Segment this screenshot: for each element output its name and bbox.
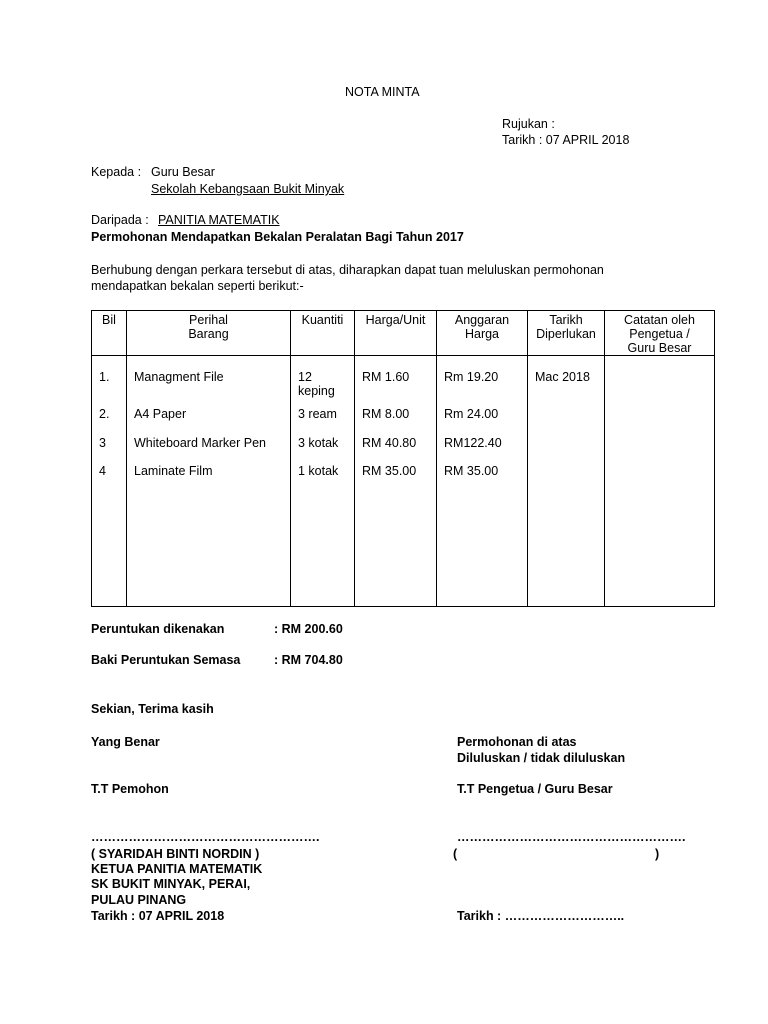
header-perihal: Perihal Barang bbox=[127, 311, 291, 356]
tarikh-left: Tarikh : 07 APRIL 2018 bbox=[91, 909, 225, 923]
cell-anggaran: RM122.40 bbox=[437, 426, 528, 454]
cell-kuantiti: 1 kotak bbox=[291, 454, 355, 607]
signer-name: ( SYARIDAH BINTI NORDIN ) bbox=[91, 847, 260, 861]
body-line-1: Berhubung dengan perkara tersebut di atas, diharapkan dapat tuan meluluskan permohonan bbox=[91, 263, 604, 277]
cell-bil: 1. bbox=[92, 356, 127, 399]
cell-anggaran: Rm 19.20 bbox=[437, 356, 528, 399]
cell-tarikh: Mac 2018 bbox=[528, 356, 605, 399]
cell-catatan bbox=[605, 356, 715, 399]
kepada-school: Sekolah Kebangsaan Bukit Minyak bbox=[151, 182, 345, 196]
document-title: NOTA MINTA bbox=[345, 85, 420, 99]
header-catatan: Catatan oleh Pengetua / Guru Besar bbox=[605, 311, 715, 356]
paren-open: ( bbox=[453, 847, 458, 861]
cell-kuantiti: 3 ream bbox=[291, 398, 355, 426]
header-harga-unit: Harga/Unit bbox=[355, 311, 437, 356]
table-row bbox=[92, 454, 715, 607]
cell-harga-unit: RM 40.80 bbox=[355, 426, 437, 454]
kepada-label: Kepada : bbox=[91, 165, 142, 179]
cell-catatan bbox=[605, 426, 715, 454]
tarikh-top: Tarikh : 07 APRIL 2018 bbox=[502, 133, 630, 147]
peruntukan-value: : RM 200.60 bbox=[274, 622, 343, 636]
permohonan-line-2: Diluluskan / tidak diluluskan bbox=[457, 751, 626, 765]
table-header-row bbox=[92, 311, 715, 356]
cell-anggaran: Rm 24.00 bbox=[437, 398, 528, 426]
cell-tarikh bbox=[528, 454, 605, 607]
cell-perihal: Laminate Film bbox=[127, 454, 291, 607]
rujukan-label: Rujukan : bbox=[502, 117, 555, 131]
cell-kuantiti: 3 kotak bbox=[291, 426, 355, 454]
daripada-label: Daripada : bbox=[91, 213, 149, 227]
cell-tarikh bbox=[528, 426, 605, 454]
header-tarikh: Tarikh Diperlukan bbox=[528, 311, 605, 356]
cell-bil: 3 bbox=[92, 426, 127, 454]
daripada-value: PANITIA MATEMATIK bbox=[158, 213, 280, 227]
yang-benar: Yang Benar bbox=[91, 735, 160, 749]
signer-state: PULAU PINANG bbox=[91, 893, 187, 907]
signature-line-left: ………………………………………………. bbox=[91, 830, 320, 844]
peruntukan-label: Peruntukan dikenakan bbox=[91, 622, 225, 636]
kepada-name: Guru Besar bbox=[151, 165, 215, 179]
tt-pemohon: T.T Pemohon bbox=[91, 782, 169, 796]
cell-harga-unit: RM 1.60 bbox=[355, 356, 437, 399]
baki-value: : RM 704.80 bbox=[274, 653, 343, 667]
cell-anggaran: RM 35.00 bbox=[437, 454, 528, 607]
cell-harga-unit: RM 8.00 bbox=[355, 398, 437, 426]
permohonan-line-1: Permohonan di atas bbox=[457, 735, 577, 749]
body-line-2: mendapatkan bekalan seperti berikut:- bbox=[91, 279, 304, 293]
table-row bbox=[92, 398, 715, 426]
signature-line-right: ………………………………………………. bbox=[457, 830, 686, 844]
cell-tarikh bbox=[528, 398, 605, 426]
cell-bil: 4 bbox=[92, 454, 127, 607]
cell-kuantiti: 12 keping bbox=[291, 356, 355, 399]
baki-label: Baki Peruntukan Semasa bbox=[91, 653, 241, 667]
table-row bbox=[92, 426, 715, 454]
cell-bil: 2. bbox=[92, 398, 127, 426]
closing-text: Sekian, Terima kasih bbox=[91, 702, 214, 716]
cell-catatan bbox=[605, 398, 715, 426]
cell-perihal: Managment File bbox=[127, 356, 291, 399]
header-bil: Bil bbox=[92, 311, 127, 356]
tarikh-right: Tarikh : ……………………….. bbox=[457, 909, 625, 923]
signer-title: KETUA PANITIA MATEMATIK bbox=[91, 862, 263, 876]
request-table bbox=[91, 310, 715, 607]
cell-perihal: A4 Paper bbox=[127, 398, 291, 426]
tt-pengetua: T.T Pengetua / Guru Besar bbox=[457, 782, 613, 796]
header-anggaran: Anggaran Harga bbox=[437, 311, 528, 356]
table-row bbox=[92, 356, 715, 399]
subject-line: Permohonan Mendapatkan Bekalan Peralatan Bagi Tahun 2017 bbox=[91, 230, 464, 244]
signer-school: SK BUKIT MINYAK, PERAI, bbox=[91, 877, 251, 891]
cell-perihal: Whiteboard Marker Pen bbox=[127, 426, 291, 454]
cell-catatan bbox=[605, 454, 715, 607]
header-kuantiti: Kuantiti bbox=[291, 311, 355, 356]
paren-close: ) bbox=[655, 847, 660, 861]
cell-harga-unit: RM 35.00 bbox=[355, 454, 437, 607]
